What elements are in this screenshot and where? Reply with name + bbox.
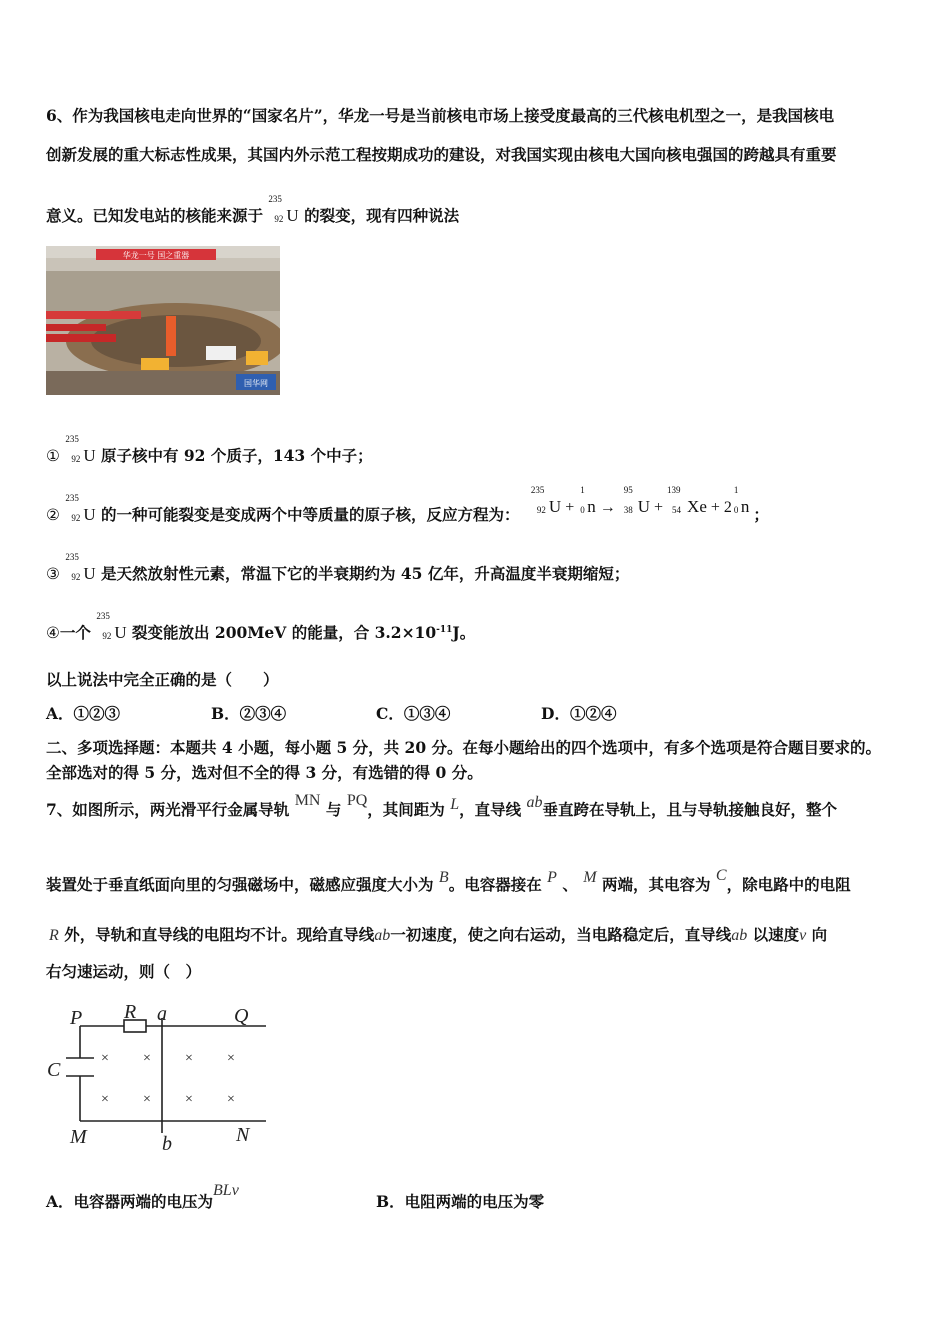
nuclide-u235 [268, 194, 299, 226]
q7-l3-c: 以速度 [752, 925, 800, 944]
circuit-diagram [44, 998, 274, 1162]
watermark-text: 国华网 [244, 379, 268, 388]
nuclide-symbol: U [83, 564, 96, 583]
var-L: L [450, 796, 460, 813]
eq-neutron-2 [732, 485, 750, 517]
field-cross: × [185, 1092, 193, 1107]
plus-sign: + [710, 499, 720, 516]
eq-product-2 [667, 485, 707, 517]
label-Q: Q [234, 1005, 249, 1027]
field-cross: × [101, 1092, 109, 1107]
q7-yu: 与 [325, 800, 342, 819]
neutron-charge: 0 [580, 505, 585, 515]
q6-line3-b: 的裂变，现有四种说法 [304, 206, 460, 225]
arrow-icon: → [599, 499, 616, 516]
product-2-mass: 139 [667, 485, 681, 495]
var-ab: ab [731, 927, 748, 944]
statement-1-text: 原子核中有 92 个质子，143 个中子； [101, 446, 373, 465]
q6-line3-a: 意义。已知发电站的核能来源于 [46, 206, 264, 225]
q7-line1 [46, 792, 838, 820]
label-M: M [70, 1126, 87, 1148]
statement-4-marker: ④ [46, 624, 60, 642]
var-MN: MN [294, 792, 321, 809]
q7-l3-d: 向 [811, 925, 828, 944]
neutron-charge: 0 [733, 505, 739, 515]
q7-l2-b: 。电容器接在 [448, 875, 542, 894]
nuclide-mass: 235 [65, 552, 79, 562]
q7-l3-a: 外，导轨和直导线的电阻均不计。现给直导线 [64, 925, 375, 944]
statement-4-pre: 一个 [59, 623, 91, 642]
exponent: -11 [436, 624, 453, 635]
q6-question: 以上说法中完全正确的是（ ） [46, 670, 279, 689]
statement-3-text: 是天然放射性元素，常温下它的半衰期约为 45 亿年，升高温度半衰期缩短； [101, 564, 630, 583]
var-ab: ab [526, 794, 543, 811]
var-R: R [49, 927, 59, 944]
product-2-atomic: 54 [672, 505, 682, 515]
reaction-equation [530, 485, 753, 516]
q7-l3-b: 一初速度，使之向右运动，当电路稳定后，直导线 [390, 925, 732, 944]
nuclide-mass: 235 [268, 194, 282, 204]
label-C: C [47, 1059, 61, 1081]
q7-l2-d: ，除电路中的电阻 [726, 875, 851, 894]
nuclide-symbol: U [548, 497, 562, 516]
q7-l2-c: 两端，其电容为 [601, 875, 711, 894]
nuclide-u235 [96, 611, 127, 643]
statement-2-marker: ② [46, 506, 60, 524]
statement-1-marker: ① [46, 447, 60, 465]
label-R: R [124, 1001, 137, 1023]
var-v: v [799, 927, 807, 944]
q7-l1-d: 垂直跨在导轨上，且与导轨接触良好，整个 [542, 800, 838, 819]
coefficient: 2 [723, 499, 732, 516]
field-cross: × [143, 1051, 151, 1066]
var-C: C [715, 867, 727, 884]
var-B: B [438, 869, 449, 886]
nuclide-atomic: 92 [71, 572, 81, 582]
q7-line2 [46, 867, 851, 895]
label-a: a [157, 1003, 167, 1025]
nuclide-symbol: U [83, 505, 96, 524]
q6-line3 [46, 194, 460, 226]
q7-l2-a: 装置处于垂直纸面向里的匀强磁场中，磁感应强度大小为 [46, 875, 434, 894]
nuclide-mass: 235 [65, 493, 79, 503]
nuclide-u235 [65, 552, 96, 584]
field-cross: × [143, 1092, 151, 1107]
construction-photo [46, 246, 280, 395]
eq-neutron [578, 485, 596, 517]
nuclide-atomic: 92 [536, 505, 546, 515]
var-ab: ab [374, 927, 391, 944]
section2-line2: 全部选对的得 5 分，选对但不全的得 3 分，有选错的得 0 分。 [46, 763, 483, 782]
q7-line4: 右匀速运动，则（ ） [46, 962, 202, 981]
statement-4-text: 裂变能放出 200MeV 的能量，合 3.2×10 [132, 623, 437, 642]
q7-l1-c: ，直导线 [459, 800, 522, 819]
nuclide-atomic: 92 [71, 454, 81, 464]
product-1-symbol: U [637, 497, 651, 516]
option-a[interactable]: A．①②③ [46, 704, 121, 723]
banner-text: 华龙一号 国之重器 [122, 251, 190, 260]
statement-3 [46, 552, 630, 584]
q7-line3 [46, 923, 827, 945]
plus-sign: + [565, 499, 575, 516]
label-N: N [236, 1124, 250, 1146]
product-1-atomic: 38 [623, 505, 633, 515]
nuclide-symbol: U [286, 206, 299, 225]
plus-sign: + [654, 499, 664, 516]
q7-l1-b: ，其间距为 [367, 800, 445, 819]
nuclide-u235 [65, 493, 96, 525]
section2-line1: 二、多项选择题：本题共 4 小题，每小题 5 分，共 20 分。在每小题给出的四个选项中，有多个选项是符合题目要求的。 [46, 738, 882, 757]
statement-4 [46, 611, 476, 643]
field-cross: × [227, 1092, 235, 1107]
option-c[interactable]: C．①③④ [376, 704, 451, 723]
field-cross: × [227, 1051, 235, 1066]
label-b: b [162, 1133, 172, 1155]
nuclide-atomic: 92 [274, 214, 284, 224]
q6-options [46, 702, 616, 724]
q7-l1-a: 7、如图所示，两光滑平行金属导轨 [46, 800, 290, 819]
q7-options [46, 1182, 545, 1212]
q6-line1: 6、作为我国核电走向世界的“国家名片”，华龙一号是当前核电市场上接受度最高的三代核电机型之一，是我国核电 [46, 106, 835, 125]
nuclide-atomic: 92 [102, 631, 112, 641]
statement-1 [46, 434, 373, 466]
var-P: P [547, 869, 557, 886]
label-P: P [70, 1007, 83, 1029]
product-1-mass: 95 [623, 485, 633, 495]
nuclide-mass: 235 [96, 611, 110, 621]
eq-product-1 [620, 485, 651, 517]
option-b[interactable]: B．②③④ [211, 704, 287, 723]
q7-option-a-expr: BLv [213, 1182, 239, 1199]
product-2-symbol: Xe [687, 497, 707, 516]
q7-dun: 、 [562, 875, 578, 894]
neutron-mass: 1 [580, 485, 585, 495]
q6-line2: 创新发展的重大标志性成果，其国内外示范工程按期成功的建设，对我国实现由核电大国向核电强国的跨越具有重要 [46, 145, 837, 164]
magnetic-field-marks [101, 1051, 235, 1107]
var-PQ: PQ [346, 792, 368, 809]
neutron-symbol: n [587, 497, 596, 516]
statement-3-marker: ③ [46, 565, 60, 583]
nuclide-mass: 235 [65, 434, 79, 444]
nuclide-u235 [65, 434, 96, 466]
q7-option-a[interactable] [46, 1182, 376, 1212]
field-cross: × [185, 1051, 193, 1066]
neutron-mass: 1 [733, 485, 739, 495]
neutron-symbol: n [740, 497, 750, 516]
nuclide-mass: 235 [530, 485, 545, 495]
var-M: M [583, 869, 597, 886]
field-cross: × [101, 1051, 109, 1066]
nuclide-atomic: 92 [71, 513, 81, 523]
statement-2 [46, 485, 769, 525]
statement-4-unit: J。 [452, 623, 476, 642]
nuclide-symbol: U [114, 623, 127, 642]
q7-option-b[interactable]: B．电阻两端的电压为零 [376, 1192, 545, 1211]
statement-2-end: ； [753, 505, 769, 524]
nuclide-symbol: U [83, 446, 96, 465]
eq-u235 [530, 485, 562, 517]
option-d[interactable]: D．①②④ [541, 704, 617, 723]
q7-option-a-text: A．电容器两端的电压为 [46, 1192, 214, 1211]
statement-2-text: 的一种可能裂变是变成两个中等质量的原子核，反应方程为： [101, 505, 520, 524]
